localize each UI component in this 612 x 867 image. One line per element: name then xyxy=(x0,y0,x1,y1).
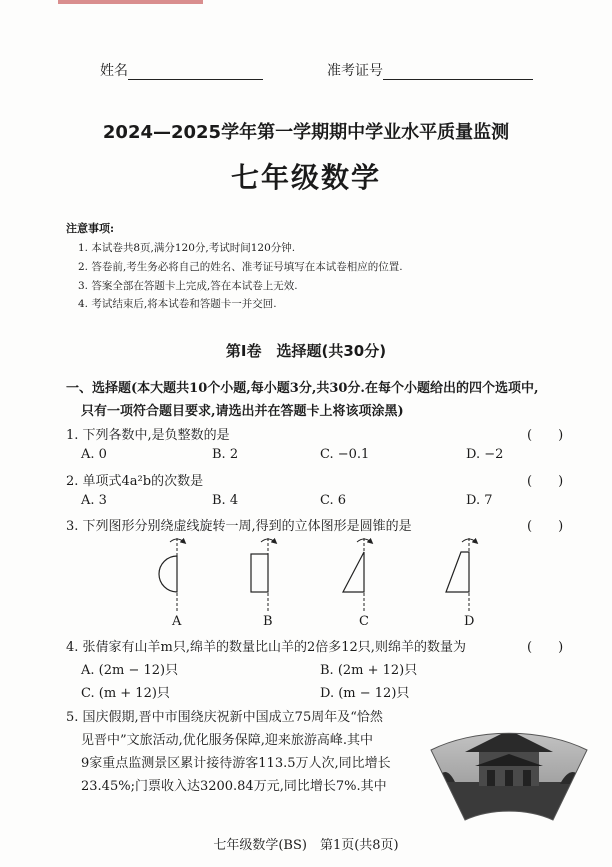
q3-answer-paren[interactable]: ( ) xyxy=(527,519,564,534)
q3-figure-b[interactable] xyxy=(251,538,275,612)
q4-option-d: D. (m − 12)只 xyxy=(320,686,410,701)
name-blank[interactable] xyxy=(128,65,263,80)
q2-option-b: B. 4 xyxy=(212,493,239,508)
q5-line: 23.45%;门票收入达3200.84万元,同比增长7%.其中 xyxy=(81,779,387,794)
q3-stem: 3. 下列图形分别绕虚线旋转一周,得到的立体图形是圆锥的是 xyxy=(66,519,412,534)
note-item: 1. 本试卷共8页,满分120分,考试时间120分钟. xyxy=(78,242,296,254)
q4-option-c: C. (m + 12)只 xyxy=(81,686,170,701)
q5-line: 见晋中”文旅活动,优化服务保障,迎来旅游高峰.其中 xyxy=(81,733,374,748)
scenic-site-photo xyxy=(425,712,593,822)
exam-title: 2024—2025学年第一学期期中学业水平质量监测 xyxy=(102,122,510,143)
q3-figures xyxy=(0,530,612,630)
scan-mark xyxy=(58,0,203,4)
note-item: 2. 答卷前,考生务必将自己的姓名、准考证号填写在本试卷相应的位置. xyxy=(78,261,403,273)
instructions-line2: 只有一项符合题目要求,请选出并在答题卡上将该项涂黑) xyxy=(81,404,404,419)
q4-stem: 4. 张倩家有山羊m只,绵羊的数量比山羊的2倍多12只,则绵羊的数量为 xyxy=(66,640,466,655)
q3-label-a: A xyxy=(172,614,182,629)
notes-heading: 注意事项: xyxy=(66,222,115,235)
q4-option-a: A. (2m − 12)只 xyxy=(81,663,179,678)
q5-line: 9家重点监测景区累计接待游客113.5万人次,同比增长 xyxy=(81,756,391,771)
instructions-line1: 一、选择题(本大题共10个小题,每小题3分,共30分.在每个小题给出的四个选项中, xyxy=(66,381,539,396)
q1-option-b: B. 2 xyxy=(212,447,239,462)
subject-title: 七年级数学 xyxy=(230,161,381,194)
q2-stem: 2. 单项式4a²b的次数是 xyxy=(66,474,204,489)
ticket-label: 准考证号 xyxy=(327,63,383,79)
page-footer: 七年级数学(BS) 第1页(共8页) xyxy=(213,838,399,853)
q3-figure-a[interactable] xyxy=(159,538,184,612)
q1-option-d: D. −2 xyxy=(466,447,504,462)
q4-answer-paren[interactable]: ( ) xyxy=(527,640,564,655)
ticket-blank[interactable] xyxy=(383,65,533,80)
q3-figure-d[interactable] xyxy=(446,538,476,612)
section-title: 第Ⅰ卷 选择题(共30分) xyxy=(225,342,387,360)
q2-option-c: C. 6 xyxy=(320,493,347,508)
name-field xyxy=(100,60,263,80)
q1-answer-paren[interactable]: ( ) xyxy=(527,428,564,443)
q3-label-b: B xyxy=(263,614,273,629)
q2-answer-paren[interactable]: ( ) xyxy=(527,474,564,489)
q4-option-b: B. (2m + 12)只 xyxy=(320,663,418,678)
q1-option-c: C. −0.1 xyxy=(320,447,370,462)
ticket-field xyxy=(327,60,533,80)
q3-label-d: D xyxy=(464,614,475,629)
q1-option-a: A. 0 xyxy=(81,447,107,462)
q2-option-a: A. 3 xyxy=(81,493,107,508)
q1-stem: 1. 下列各数中,是负整数的是 xyxy=(66,428,230,443)
q3-label-c: C xyxy=(359,614,369,629)
q2-option-d: D. 7 xyxy=(466,493,493,508)
q5-line: 5. 国庆假期,晋中市围绕庆祝新中国成立75周年及“恰然 xyxy=(66,710,383,725)
q3-figure-c[interactable] xyxy=(343,538,371,612)
note-item: 3. 答案全部在答题卡上完成,答在本试卷上无效. xyxy=(78,280,298,292)
note-item: 4. 考试结束后,将本试卷和答题卡一并交回. xyxy=(78,298,277,310)
name-label: 姓名 xyxy=(100,63,128,79)
